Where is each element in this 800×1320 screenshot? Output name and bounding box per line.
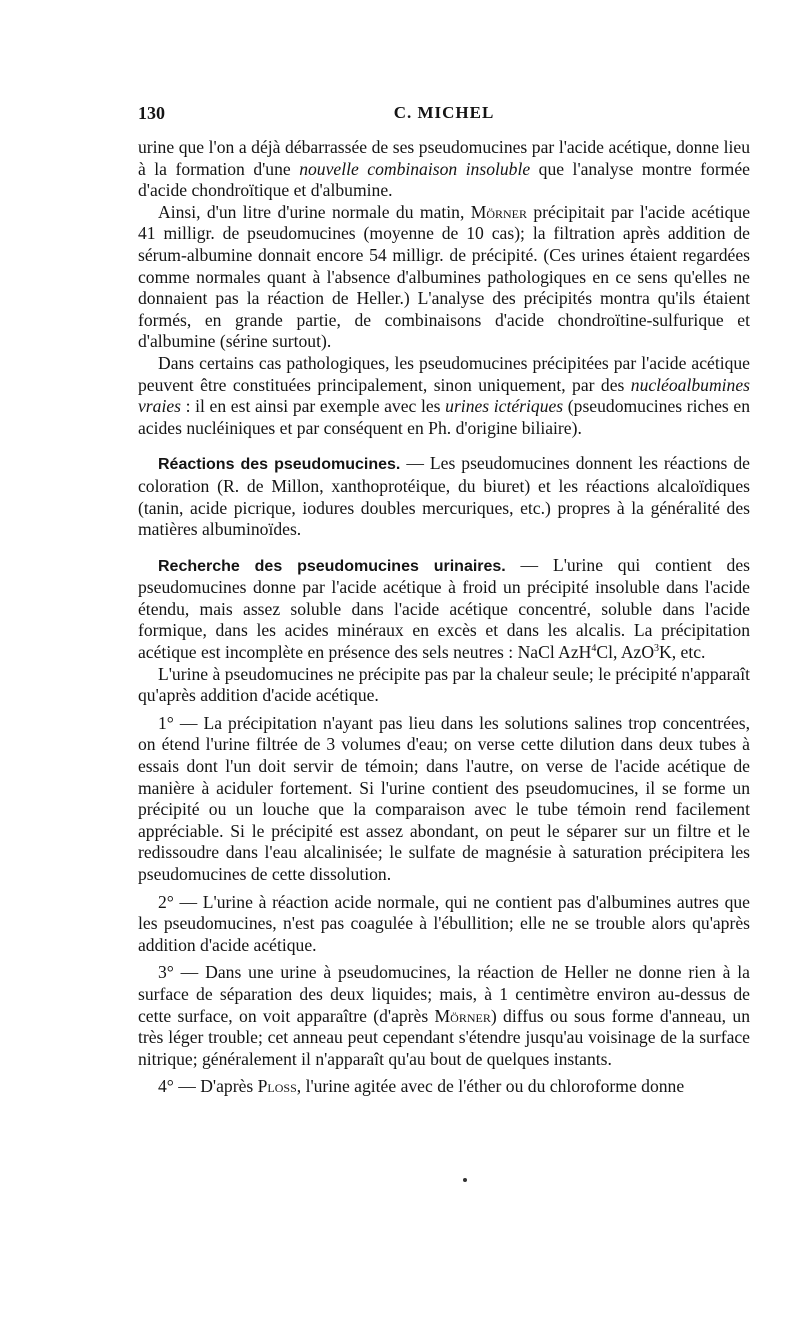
paragraph-heat: L'urine à pseudomucines ne précipite pas par la chaleur seule; le précipité n'apparaît qu'après addition d'acide acétique. — [138, 663, 750, 706]
italic-phrase: urines ictériques — [445, 396, 564, 417]
paragraph-method-3: 3° — Dans une urine à pseudomucines, la réaction de Heller ne donne rien à la surface de séparation des deux liquides; mais, à 1 centimètre environ au-dessus de cette surface, on voit apparaître (d'après Mörner) diffus ou sous forme d'anneau, un très léger trouble; cet anneau peut cependant s'étendre jusqu'au voisinage de la surface nitrique; généralement il n'apparaît qu'au bout de quelques instants. — [138, 962, 750, 1069]
paragraph-reactions: Réactions des pseudomucines. — Les pseudomucines donnent les réactions de coloration (R. de Millon, xanthoprotéique, du biuret) et les réactions alcaloïdiques (tanin, acide picrique, iodures doubles mercuriques, etc.) propres à la généralité des matières albuminoïdes. — [138, 453, 750, 540]
paragraph-method-1: 1° — La précipitation n'ayant pas lieu dans les solutions salines trop concentrées, on étend l'urine filtrée de 3 volumes d'eau; on verse cette dilution dans deux tubes à essais dont l'un doit servir de témoin; dans l'autre, on verse de l'acide acétique de manière à aciduler fortement. Si l'urine contient des pseudomucines, il se forme un précipité ou un louche que la comparaison avec le tube témoin rend facilement appréciable. Si le précipité est assez abondant, on peut le séparer sur un filtre et le redissoudre dans l'eau alcalinisée; le sulfate de magnésie à saturation précipitera les pseudomucines de cette dissolution. — [138, 712, 750, 884]
author-name: Mörner — [434, 1005, 491, 1026]
section-heading: Recherche des pseudomucines urinaires. — [158, 557, 506, 575]
body-text — [138, 137, 750, 1098]
running-title: C. MICHEL — [393, 103, 495, 122]
author-name: Ploss — [257, 1076, 297, 1097]
running-head — [138, 103, 750, 127]
italic-phrase: nucléoalbumines vraies — [138, 374, 750, 417]
print-speck — [463, 1178, 467, 1182]
author-name: Mörner — [470, 201, 528, 222]
paragraph-continuation: urine que l'on a déjà débarrassée de ses pseudomucines par l'acide acétique, donne lieu à la formation d'une nouvelle combinaison insoluble que l'analyse montre formée d'acide chondroïtique et d'albumine. — [138, 137, 750, 201]
paragraph-morner-experiment: Ainsi, d'un litre d'urine normale du matin, Mörner précipitait par l'acide acétique 41 milligr. de pseudomucines (moyenne de 10 cas); la filtration après addition de sérum-albumine donnait encore 54 milligr. de précipité. (Ces urines étaient regardées comme normales quant à l'absence d'albumines pathologiques en ce sens qu'elles ne donnaient pas la réaction de Heller.) L'analyse des précipités montra qu'ils étaient formés, en grande partie, de combinaisons d'acide chondroïtine-sulfurique et d'albumine (sérine surtout). — [138, 201, 750, 352]
paragraph-detection: Recherche des pseudomucines urinaires. — L'urine qui contient des pseudomucines donne par l'acide acétique à froid un précipité insoluble dans l'acide étendu, mais assez soluble dans l'acide acétique concentré, soluble dans l'acide formique, dans les acides minéraux en excès et dans les alcalis. La précipitation acétique est incomplète en présence des sels neutres : NaCl AzH$^4$Cl, AzO$^3$K, etc. — [138, 554, 751, 663]
page-number: 130 — [138, 103, 165, 123]
paragraph-method-4: 4° — D'après Ploss, l'urine agitée avec de l'éther ou du chloroforme donne — [158, 1076, 685, 1097]
italic-phrase: nouvelle combinaison insoluble — [299, 158, 531, 179]
paragraph-method-2: 2° — L'urine à réaction acide normale, qui ne contient pas d'albumines autres que les pseudomucines, n'est pas coagulée à l'ébullition; elle ne se trouble alors qu'après addition d'acide acétique. — [138, 891, 750, 955]
paragraph-pathological-cases: Dans certains cas pathologiques, les pseudomucines précipitées par l'acide acétique peuvent être constituées principalement, sinon uniquement, par des nucléoalbumines vraies : il en est ainsi par exemple avec les urines ictériques (pseudomucines riches en acides nucléiniques et par conséquent en Ph. d'origine biliaire). — [138, 352, 750, 438]
section-heading: Réactions des pseudomucines. — [158, 456, 401, 474]
